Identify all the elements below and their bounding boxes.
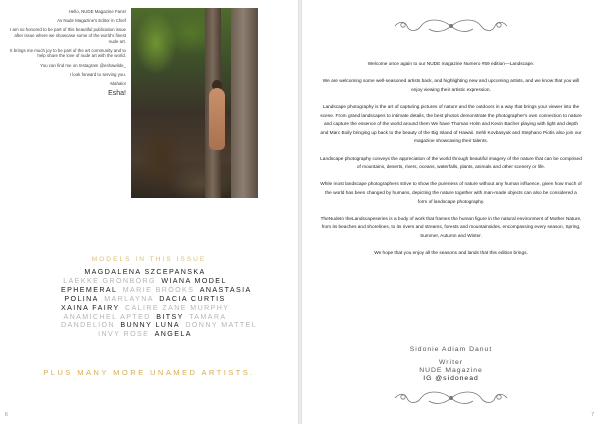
model-name: WIANA MODEL xyxy=(161,276,227,285)
editorial-paragraph: Welcome once again to our NUDE magazine Numero #59 edition—Landscape. xyxy=(367,62,535,67)
author-instagram-handle: IG @sidonead xyxy=(423,375,479,382)
stone-pillar xyxy=(231,8,258,198)
model-row xyxy=(60,313,230,322)
model-row xyxy=(60,268,230,277)
models-list xyxy=(60,268,258,339)
model-name: MARLAYNA xyxy=(104,294,154,303)
editor-photo xyxy=(131,8,258,198)
model-name: TAMARA xyxy=(189,312,227,321)
model-row xyxy=(60,304,230,313)
model-name: BITSY xyxy=(156,312,184,321)
model-name: EPHEMERAL xyxy=(61,285,118,294)
editorial-paragraph: We hope that you enjoy all the seasons and lands that this edition brings. xyxy=(374,251,528,257)
model-name: CALIRE ZANE MURPHY xyxy=(125,303,230,312)
model-name: ANASTASIA xyxy=(199,285,252,294)
model-name: MARIE BROOKS xyxy=(122,285,195,294)
model-row xyxy=(60,295,230,304)
editorial-paragraph: We are welcoming some well-seasoned artists back, and highlighting new and upcoming artists, and we know that you will enjoy viewing their artistic expression. xyxy=(322,79,580,93)
right-page xyxy=(302,0,600,424)
letter-paragraph: You can find me on Instagram @eshawilde_ xyxy=(40,62,126,68)
letter-paragraph: I am so honored to be part of this beautiful publication issue after issue where we showcase some of the world's finest nude art. xyxy=(10,27,126,44)
model-name: BUNNY LUNA xyxy=(120,321,180,330)
figure-body xyxy=(209,88,225,150)
author-publication: NUDE Magazine xyxy=(419,367,483,374)
models-heading: MODELS IN THIS ISSUE xyxy=(91,256,207,263)
flourish-ornament-icon xyxy=(387,14,515,38)
editorial-paragraph: Landscape photography is the art of capturing pictures of nature and the outdoors in a way that brings your viewer into the scene. From grand landscapes to intimate details, the best photos demonstrate the photographer's own connection to nature and capture the essence of the world around them We have Thomas Holm and Kevin Bacher playing with light and depth and Marc Boily bringing up back to the beauty of the Big Island of Hawaii. Sehli Kovbasyuk and Stephano Piotis also join our magazine showcasing their talents. xyxy=(320,104,582,145)
editorial-body xyxy=(320,61,582,267)
model-name: DONNY MATTEL xyxy=(185,321,258,330)
model-row xyxy=(60,277,230,286)
editorial-paragraph: TheNudeIn theLandscapeseries is a body of work that frames the human figure in the natural environment of Mother Nature, from its beaches and shorelines, to its rivers and streams, forests and mountainsides, encompassing every season, Spring, Summer, Autumn and Winter. xyxy=(320,216,582,239)
model-name: MAGDALENA SZCEPANSKA xyxy=(84,268,206,276)
model-name: POLINA xyxy=(64,294,99,303)
model-name: INVY ROSE xyxy=(98,330,150,339)
editorial-paragraph: Landscape photography conveys the appreciation of the world through beautiful imagery of the nature that can be comprised of mountains, deserts, rivers, oceans, waterfalls, plants, animals and other scenery or life. xyxy=(320,156,582,171)
flourish-ornament-icon xyxy=(387,386,515,410)
model-row xyxy=(60,285,252,295)
model-name: ANAMICHEL APTED xyxy=(63,312,151,321)
letter-signature: Esha! xyxy=(108,90,126,98)
plus-more-text: PLUS MANY MORE UNAMED ARTISTS. xyxy=(43,368,255,377)
author-signoff xyxy=(302,346,600,383)
letter-paragraph: I look forward to serving you. xyxy=(69,71,126,77)
left-page xyxy=(0,0,298,424)
model-name: DACIA CURTIS xyxy=(159,294,226,303)
model-name: LAEKKE GRONBORG xyxy=(63,276,156,285)
model-name: ANGELA xyxy=(154,330,192,339)
model-name: XAINA FAIRY xyxy=(61,303,120,312)
letter-paragraph: It brings me much joy to be part of the art community and to help share the love of nude art with the world. xyxy=(10,47,126,59)
author-role: Writer xyxy=(439,359,463,366)
editorial-paragraph: While most landscape photographers strive to show the pureness of nature without any human influence, given how much of the world has been changed by humans, depicting the nature together with man-made objects can also be considered a form of landscape photography. xyxy=(320,182,582,205)
page-number: 7 xyxy=(591,412,594,418)
letter-paragraph: As Nude Magazine's Editor in Chief xyxy=(57,18,126,24)
author-name: Sidonie Adiam Danut xyxy=(409,346,493,353)
model-row xyxy=(60,330,230,339)
letter-paragraph: Mahalo! xyxy=(110,80,126,86)
letter-greeting: Hello, NUDE Magazine Fans! xyxy=(68,9,126,14)
model-name: DANDELION xyxy=(61,321,115,330)
page-number: 6 xyxy=(5,412,8,418)
model-row xyxy=(60,321,258,330)
editor-letter xyxy=(8,9,126,102)
